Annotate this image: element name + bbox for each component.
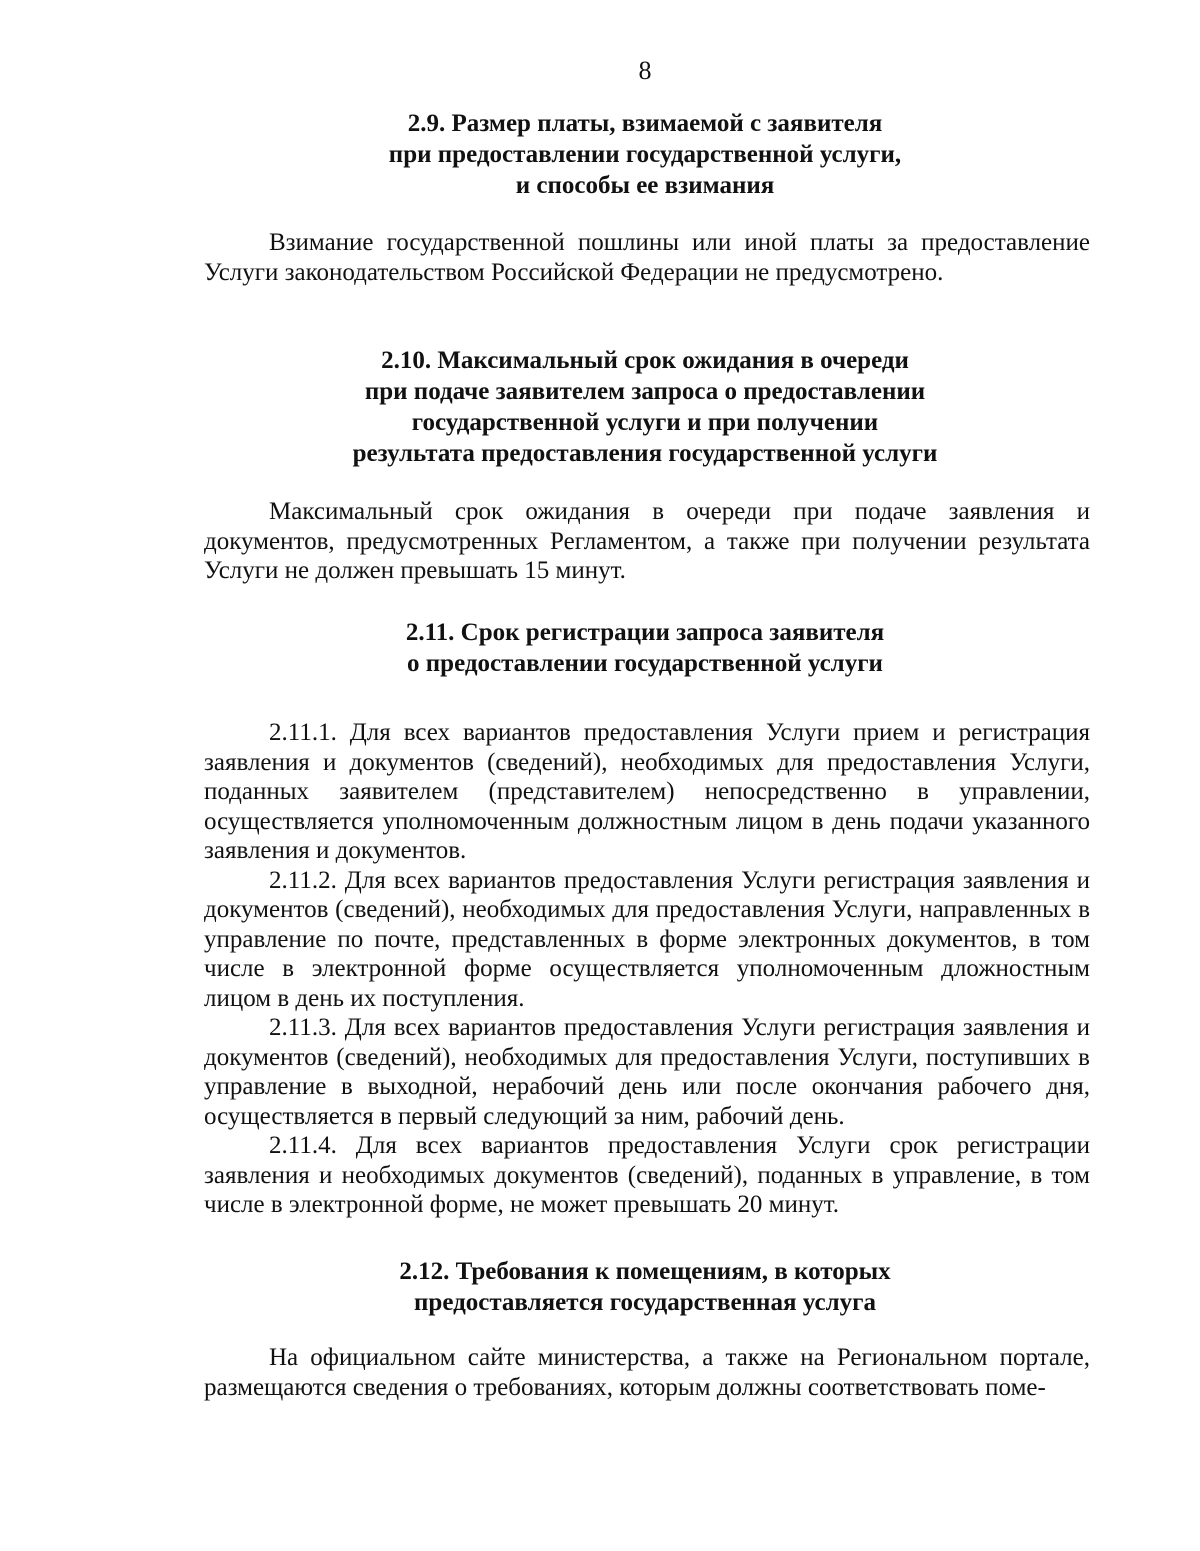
page-number: 8: [638, 56, 652, 85]
section-2-9-heading: [0, 108, 1200, 201]
section-2-11-body: [204, 718, 1090, 1220]
paragraph-2-11-4: 2.11.4. Для всех вариантов предоставления Услуги срок регистрации заявления и необходимых документов (сведений), поданных в управление, в том числе в электронной форме, не может превышать 20 минут.: [204, 1132, 1090, 1218]
section-2-11-heading: [0, 617, 1200, 679]
heading-line: 2.11. Срок регистрации запроса заявителя: [405, 619, 885, 646]
heading-line: результата предоставления государственной услуги: [352, 440, 938, 467]
heading-line: при подаче заявителем запроса о предоставлении: [364, 378, 926, 405]
heading-line: 2.12. Требования к помещениям, в которых: [399, 1258, 891, 1285]
paragraph-2-11-3: 2.11.3. Для всех вариантов предоставления Услуги регистрация заявления и документов (сведений), необходимых для предоставления Услуги, поступивших в управление в выходной, нерабочий день или после окончания рабочего дня, осуществляется в первый следующий за ним, рабочий день.: [204, 1014, 1090, 1130]
heading-line: государственной услуги и при получении: [411, 409, 879, 436]
section-2-9-paragraph: Взимание государственной пошлины или иной платы за предоставление Услуги законодательством Российской Федерации не предусмотрено.: [204, 229, 1090, 286]
section-2-10-heading: [0, 345, 1200, 469]
paragraph-2-11-1: 2.11.1. Для всех вариантов предоставления Услуги прием и регистрация заявления и документов (сведений), необходимых для предоставления Услуги, поданных заявителем (представителем) непосредственно в управлении, осуществляется уполномоченным должностным лицом в день подачи указанного заявления и документов.: [204, 719, 1090, 864]
paragraph-2-11-2: 2.11.2. Для всех вариантов предоставления Услуги регистрация заявления и документов (сведений), необходимых для предоставления Услуги, направленных в управление по почте, представленных в форме электронных документов, в том числе в электронной форме осуществляется уполномоченным дложностным лицом в день их поступления.: [204, 866, 1090, 1012]
heading-line: при предоставлении государственной услуги,: [388, 141, 902, 168]
heading-line: предоставляется государственная услуга: [414, 1289, 876, 1316]
heading-line: о предоставлении государственной услуги: [407, 650, 883, 677]
heading-line: и способы ее взимания: [515, 172, 775, 199]
heading-line: 2.10. Максимальный срок ожидания в очереди: [381, 347, 909, 374]
section-2-12-heading: [0, 1256, 1200, 1318]
heading-line: 2.9. Размер платы, взимаемой с заявителя: [407, 110, 883, 137]
section-2-10-paragraph: Максимальный срок ожидания в очереди при подаче заявления и документов, предусмотренных Регламентом, а также при получении результата Услуги не должен превышать 15 минут.: [204, 498, 1090, 584]
section-2-12-paragraph: На официальном сайте министерства, а также на Региональном портале, размещаются сведения о требованиях, которым должны соответствовать поме-: [204, 1344, 1090, 1401]
